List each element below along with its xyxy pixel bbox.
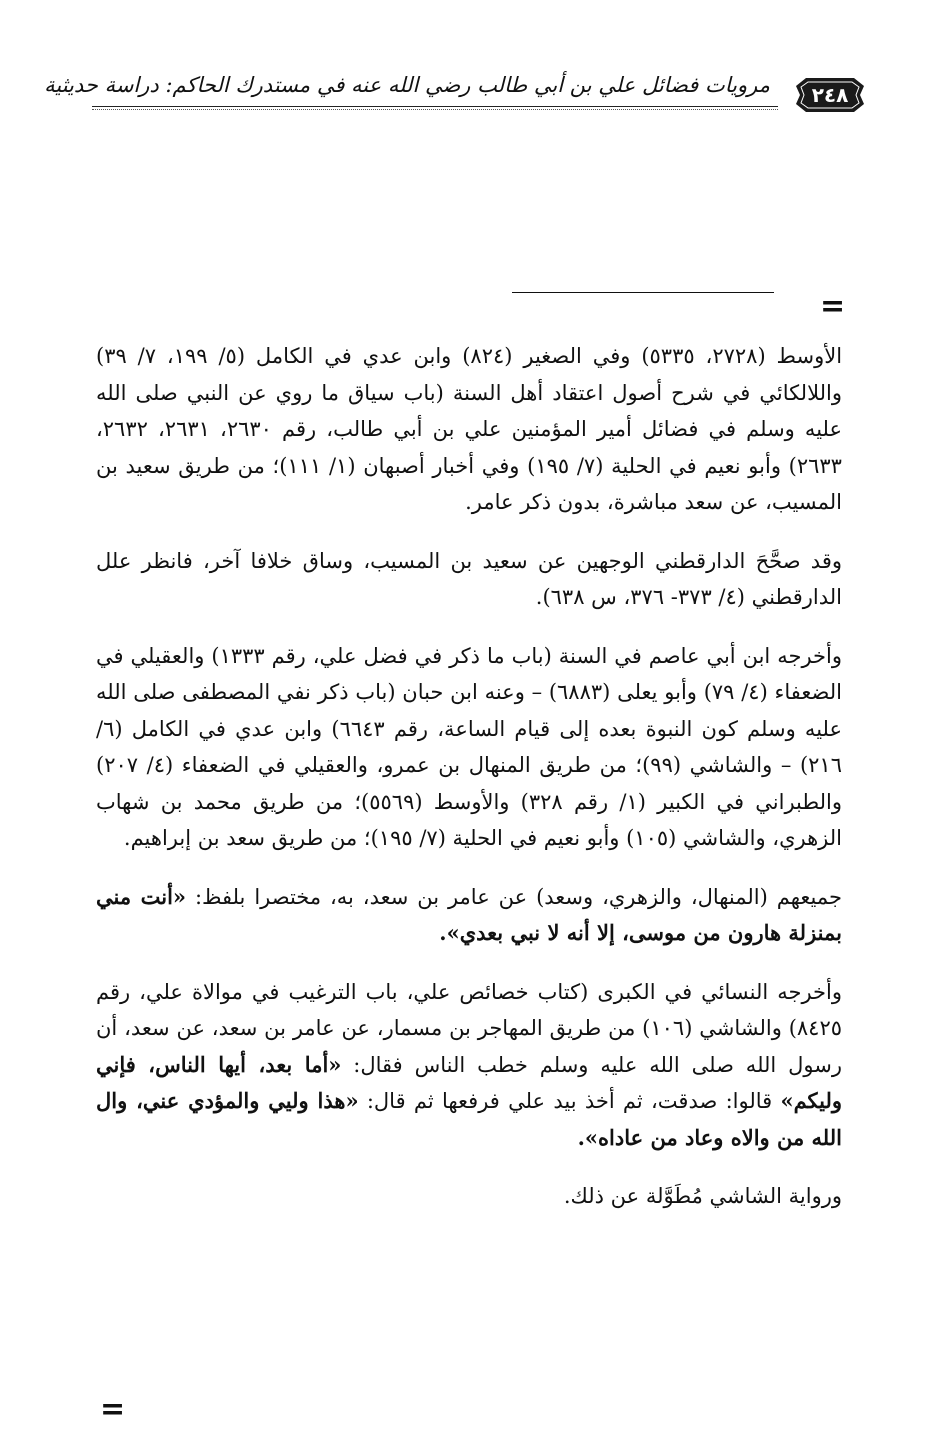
footnote-paragraph-4 [96,879,842,952]
page-number: ٢٤٨ [811,83,849,107]
footnote-paragraph-3 [96,638,842,857]
paragraph-text: وأخرجه ابن أبي عاصم في السنة (باب ما ذكر في فضل علي، رقم ١٣٣٣) والعقيلي في الضعفاء (٤/ ٧٩) وأبو يعلى (٦٨٨٣) – وعنه ابن حبان (باب ذكر نفي المصطفى صلى الله عليه وسلم كون النبوة بعده إلى قيام الساعة، رقم ٦٦٤٣) وابن عدي في الكامل (٦/ ٢١٦) – والشاشي (٩٩)؛ من طريق المنهال بن عمرو، والعقيلي في الضعفاء (٤/ ٢٠٧) والطبراني في الكبير (١/ رقم ٣٢٨) والأوسط (٥٥٦٩)؛ من طريق محمد بن شهاب الزهري، والشاشي (١٠٥) وأبو نعيم في الحلية (٧/ ١٩٥)؛ من طريق سعد بن إبراهيم. [96,643,843,850]
continuation-mark-bottom: = [100,1392,126,1427]
paragraph-text: قالوا: صدقت، ثم أخذ بيد علي فرفعها ثم قال: [358,1089,781,1113]
running-title: مرويات فضائل علي بن أبي طالب رضي الله عنه في مستدرك الحاكم: دراسة حديثية [44,73,770,97]
continuation-mark-top: = [820,289,846,324]
footnote-paragraph-1 [96,338,842,521]
footnote-paragraph-6 [96,1178,842,1215]
running-header [44,62,868,132]
footnote-paragraph-2 [96,543,842,616]
hadith-quote: «أما بعد، أيها الناس، فإني وليكم» [96,1051,843,1113]
paragraph-text: وقد صحَّحَ الدارقطني الوجهين عن سعيد بن المسيب، وساق خلافا آخر، فانظر علل الدارقطني (٤/ ٣٧٣- ٣٧٦، س ٦٣٨). [96,548,842,609]
paragraph-text: ورواية الشاشي مُطَوَّلة عن ذلك. [563,1184,842,1208]
hadith-quote: «أنت مني بمنزلة هارون من موسى، إلا أنه لا نبي بعدي». [96,883,842,945]
footnote-text [96,338,842,1237]
paragraph-text: وأخرجه النسائي في الكبرى (كتاب خصائص علي، باب الترغيب في موالاة علي، رقم ٨٤٢٥) والشاشي (١٠٦) من طريق المهاجر بن مسمار، عن عامر بن سعد، عن سعد، أن رسول الله صلى الله عليه وسلم خطب الناس فقال: [96,979,843,1077]
footnote-separator [512,292,774,293]
paragraph-text: جميعهم (المنهال، والزهري، وسعد) عن عامر بن سعد، به، مختصرا بلفظ: [186,884,842,909]
hadith-quote: «هذا وليي والمؤدي عني، وال الله من والاه وعاد من عاداه». [96,1088,842,1150]
header-rule [92,106,778,110]
page-number-badge [792,74,868,116]
footnote-paragraph-5 [96,974,842,1157]
paragraph-text: الأوسط (٢٧٢٨، ٥٣٣٥) وفي الصغير (٨٢٤) وابن عدي في الكامل (٥/ ١٩٩، ٧/ ٣٩) واللالكائي في شرح أصول اعتقاد أهل السنة (باب سياق ما روي عن النبي صلى الله عليه وسلم في فضائل أمير المؤمنين علي بن أبي طالب، رقم ٢٦٣٠، ٢٦٣١، ٢٦٣٢، ٢٦٣٣) وأبو نعيم في الحلية (٧/ ١٩٥) وفي أخبار أصبهان (١/ ١١١)؛ من طريق سعيد بن المسيب، عن سعد مباشرة، بدون ذكر عامر. [96,344,843,514]
